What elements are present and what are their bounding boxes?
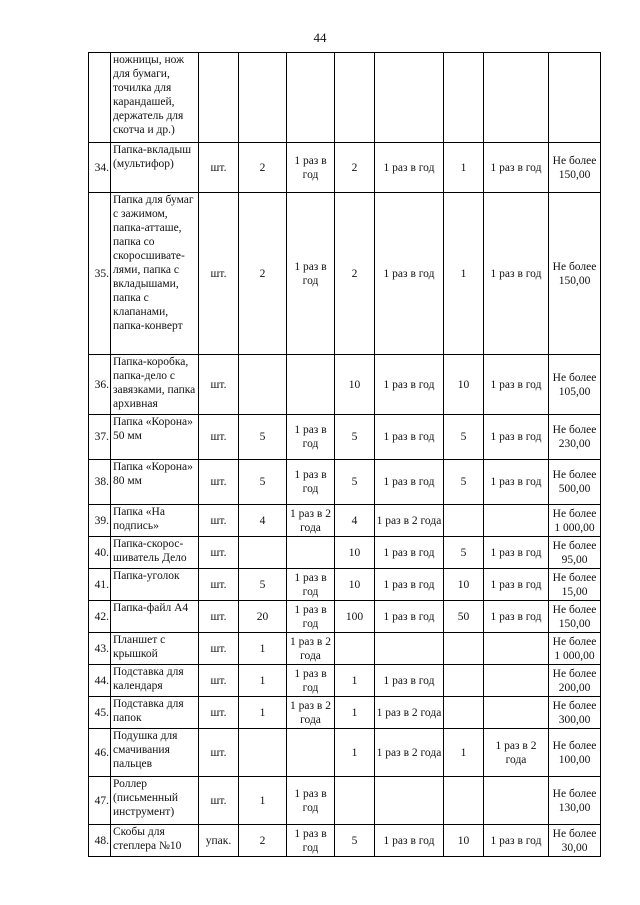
cell-name: Папка-скорос-шиватель Дело bbox=[111, 537, 199, 569]
cell-qty-2: 4 bbox=[335, 505, 375, 537]
cell-price: Не более 150,00 bbox=[549, 601, 601, 633]
cell-period-2: 1 раз в год bbox=[375, 460, 444, 505]
cell-qty-1: 4 bbox=[239, 505, 287, 537]
cell-unit: шт. bbox=[199, 415, 239, 460]
table-row bbox=[89, 193, 601, 355]
cell-qty-3: 1 bbox=[444, 729, 484, 777]
cell-no: 41. bbox=[89, 569, 111, 601]
cell-period-1: 1 раз в год bbox=[287, 569, 335, 601]
cell-price: Не более 300,00 bbox=[549, 697, 601, 729]
cell-period-3: 1 раз в 2 года bbox=[484, 729, 549, 777]
cell-price: Не более 230,00 bbox=[549, 415, 601, 460]
cell-qty-2: 10 bbox=[335, 537, 375, 569]
cell-qty-2: 5 bbox=[335, 415, 375, 460]
cell-period-1: 1 раз в год bbox=[287, 601, 335, 633]
cell-qty-1 bbox=[239, 53, 287, 143]
cell-unit: шт. bbox=[199, 537, 239, 569]
cell-period-1: 1 раз в 2 года bbox=[287, 697, 335, 729]
supplies-norms-table bbox=[88, 52, 601, 857]
cell-period-3: 1 раз в год bbox=[484, 193, 549, 355]
cell-period-2: 1 раз в год bbox=[375, 825, 444, 857]
cell-qty-3 bbox=[444, 777, 484, 825]
table-row bbox=[89, 143, 601, 193]
cell-qty-3: 5 bbox=[444, 415, 484, 460]
cell-name: Папка-коробка, папка-дело с завязками, папка архивная bbox=[111, 355, 199, 415]
cell-period-1: 1 раз в год bbox=[287, 665, 335, 697]
cell-period-1 bbox=[287, 729, 335, 777]
cell-qty-3 bbox=[444, 697, 484, 729]
cell-qty-2: 2 bbox=[335, 193, 375, 355]
cell-unit: шт. bbox=[199, 143, 239, 193]
table-row bbox=[89, 537, 601, 569]
table-row bbox=[89, 505, 601, 537]
cell-name: Папка «Корона» 50 мм bbox=[111, 415, 199, 460]
cell-no: 36. bbox=[89, 355, 111, 415]
cell-qty-3: 10 bbox=[444, 569, 484, 601]
cell-no: 37. bbox=[89, 415, 111, 460]
table-row bbox=[89, 601, 601, 633]
cell-qty-1: 1 bbox=[239, 633, 287, 665]
cell-price bbox=[549, 53, 601, 143]
cell-qty-1: 2 bbox=[239, 193, 287, 355]
cell-period-3 bbox=[484, 505, 549, 537]
cell-name: Подушка для смачивания пальцев bbox=[111, 729, 199, 777]
cell-qty-1: 5 bbox=[239, 460, 287, 505]
cell-no: 38. bbox=[89, 460, 111, 505]
page-number: 44 bbox=[313, 30, 327, 45]
cell-unit: шт. bbox=[199, 460, 239, 505]
cell-name: Папка-вкладыш (мультифор) bbox=[111, 143, 199, 193]
table-row bbox=[89, 569, 601, 601]
cell-price: Не более 100,00 bbox=[549, 729, 601, 777]
cell-name: Папка «Корона» 80 мм bbox=[111, 460, 199, 505]
cell-qty-1: 5 bbox=[239, 569, 287, 601]
cell-period-1: 1 раз в год bbox=[287, 825, 335, 857]
cell-qty-3 bbox=[444, 633, 484, 665]
cell-no: 42. bbox=[89, 601, 111, 633]
cell-price: Не более 150,00 bbox=[549, 143, 601, 193]
table-row-continuation bbox=[89, 53, 601, 143]
cell-no: 43. bbox=[89, 633, 111, 665]
cell-unit: шт. bbox=[199, 697, 239, 729]
cell-name: Подставка для папок bbox=[111, 697, 199, 729]
cell-no: 35. bbox=[89, 193, 111, 355]
cell-qty-2: 10 bbox=[335, 569, 375, 601]
cell-qty-3 bbox=[444, 665, 484, 697]
cell-unit: шт. bbox=[199, 505, 239, 537]
cell-unit: упак. bbox=[199, 825, 239, 857]
cell-period-3: 1 раз в год bbox=[484, 460, 549, 505]
cell-period-2 bbox=[375, 53, 444, 143]
table-row bbox=[89, 665, 601, 697]
cell-period-1: 1 раз в год bbox=[287, 777, 335, 825]
cell-unit: шт. bbox=[199, 355, 239, 415]
cell-period-1: 1 раз в 2 года bbox=[287, 633, 335, 665]
table-row bbox=[89, 415, 601, 460]
table-row bbox=[89, 729, 601, 777]
cell-price: Не более 1 000,00 bbox=[549, 505, 601, 537]
cell-unit: шт. bbox=[199, 729, 239, 777]
cell-name: Подставка для календаря bbox=[111, 665, 199, 697]
cell-period-2: 1 раз в год bbox=[375, 143, 444, 193]
cell-qty-3 bbox=[444, 505, 484, 537]
cell-period-3: 1 раз в год bbox=[484, 601, 549, 633]
cell-period-2: 1 раз в 2 года bbox=[375, 697, 444, 729]
table-row bbox=[89, 460, 601, 505]
cell-period-2: 1 раз в год bbox=[375, 665, 444, 697]
cell-price: Не более 130,00 bbox=[549, 777, 601, 825]
cell-period-1 bbox=[287, 355, 335, 415]
cell-period-3 bbox=[484, 697, 549, 729]
cell-period-2: 1 раз в год bbox=[375, 355, 444, 415]
cell-no: 45. bbox=[89, 697, 111, 729]
cell-qty-1 bbox=[239, 537, 287, 569]
cell-no: 40. bbox=[89, 537, 111, 569]
cell-qty-1 bbox=[239, 355, 287, 415]
table-row bbox=[89, 355, 601, 415]
cell-qty-1: 1 bbox=[239, 665, 287, 697]
cell-qty-2: 1 bbox=[335, 729, 375, 777]
cell-price: Не более 200,00 bbox=[549, 665, 601, 697]
cell-period-3: 1 раз в год bbox=[484, 355, 549, 415]
cell-period-2: 1 раз в год bbox=[375, 415, 444, 460]
cell-period-2: 1 раз в год bbox=[375, 193, 444, 355]
cell-period-3 bbox=[484, 777, 549, 825]
cell-qty-3 bbox=[444, 53, 484, 143]
cell-period-3: 1 раз в год bbox=[484, 825, 549, 857]
cell-period-1: 1 раз в год bbox=[287, 193, 335, 355]
cell-no: 47. bbox=[89, 777, 111, 825]
cell-period-3: 1 раз в год bbox=[484, 537, 549, 569]
cell-name: Папка «На подпись» bbox=[111, 505, 199, 537]
cell-qty-3: 1 bbox=[444, 193, 484, 355]
cell-no bbox=[89, 53, 111, 143]
cell-period-3: 1 раз в год bbox=[484, 569, 549, 601]
cell-qty-2: 10 bbox=[335, 355, 375, 415]
cell-no: 39. bbox=[89, 505, 111, 537]
cell-price: Не более 1 000,00 bbox=[549, 633, 601, 665]
cell-no: 48. bbox=[89, 825, 111, 857]
cell-qty-2 bbox=[335, 777, 375, 825]
cell-price: Не более 500,00 bbox=[549, 460, 601, 505]
cell-qty-3: 10 bbox=[444, 355, 484, 415]
cell-price: Не более 15,00 bbox=[549, 569, 601, 601]
cell-name: Папка для бумаг с зажимом, папка-атташе, папка со скоросшивате-лями, папка с вкладышами, папка с клапанами, папка-конверт bbox=[111, 193, 199, 355]
cell-qty-2: 2 bbox=[335, 143, 375, 193]
cell-qty-1: 1 bbox=[239, 697, 287, 729]
cell-qty-1: 20 bbox=[239, 601, 287, 633]
cell-period-1 bbox=[287, 53, 335, 143]
cell-qty-3: 5 bbox=[444, 460, 484, 505]
cell-period-3 bbox=[484, 53, 549, 143]
cell-qty-2 bbox=[335, 633, 375, 665]
cell-qty-2: 5 bbox=[335, 460, 375, 505]
table-row bbox=[89, 697, 601, 729]
cell-name: Планшет с крышкой bbox=[111, 633, 199, 665]
cell-qty-2: 100 bbox=[335, 601, 375, 633]
cell-qty-3: 50 bbox=[444, 601, 484, 633]
cell-period-1: 1 раз в 2 года bbox=[287, 505, 335, 537]
cell-name: Папка-уголок bbox=[111, 569, 199, 601]
cell-unit: шт. bbox=[199, 569, 239, 601]
cell-period-1: 1 раз в год bbox=[287, 415, 335, 460]
cell-period-2: 1 раз в 2 года bbox=[375, 505, 444, 537]
cell-qty-3: 5 bbox=[444, 537, 484, 569]
cell-no: 34. bbox=[89, 143, 111, 193]
cell-qty-1 bbox=[239, 729, 287, 777]
cell-unit: шт. bbox=[199, 633, 239, 665]
table-body bbox=[89, 53, 601, 857]
cell-period-1: 1 раз в год bbox=[287, 143, 335, 193]
cell-unit bbox=[199, 53, 239, 143]
cell-qty-3: 10 bbox=[444, 825, 484, 857]
cell-qty-3: 1 bbox=[444, 143, 484, 193]
cell-unit: шт. bbox=[199, 665, 239, 697]
cell-qty-2: 1 bbox=[335, 697, 375, 729]
cell-period-2: 1 раз в 2 года bbox=[375, 729, 444, 777]
cell-name: Папка-файл А4 bbox=[111, 601, 199, 633]
cell-qty-2: 5 bbox=[335, 825, 375, 857]
cell-price: Не более 150,00 bbox=[549, 193, 601, 355]
cell-qty-2: 1 bbox=[335, 665, 375, 697]
cell-price: Не более 30,00 bbox=[549, 825, 601, 857]
table-row bbox=[89, 825, 601, 857]
cell-name: Скобы для степлера №10 bbox=[111, 825, 199, 857]
cell-no: 46. bbox=[89, 729, 111, 777]
cell-period-2: 1 раз в год bbox=[375, 601, 444, 633]
cell-period-3: 1 раз в год bbox=[484, 143, 549, 193]
cell-unit: шт. bbox=[199, 193, 239, 355]
table-row bbox=[89, 633, 601, 665]
cell-price: Не более 95,00 bbox=[549, 537, 601, 569]
cell-period-3: 1 раз в год bbox=[484, 415, 549, 460]
cell-period-1: 1 раз в год bbox=[287, 460, 335, 505]
cell-unit: шт. bbox=[199, 777, 239, 825]
cell-qty-2 bbox=[335, 53, 375, 143]
cell-qty-1: 2 bbox=[239, 143, 287, 193]
cell-qty-1: 5 bbox=[239, 415, 287, 460]
cell-name: ножницы, нож для бумаги, точилка для карандашей, держатель для скотча и др.) bbox=[111, 53, 199, 143]
cell-price: Не более 105,00 bbox=[549, 355, 601, 415]
table-row bbox=[89, 777, 601, 825]
cell-period-2: 1 раз в год bbox=[375, 569, 444, 601]
cell-qty-1: 2 bbox=[239, 825, 287, 857]
cell-period-2 bbox=[375, 633, 444, 665]
cell-name: Роллер (письменный инструмент) bbox=[111, 777, 199, 825]
cell-period-3 bbox=[484, 633, 549, 665]
cell-period-1 bbox=[287, 537, 335, 569]
cell-period-2 bbox=[375, 777, 444, 825]
cell-qty-1: 1 bbox=[239, 777, 287, 825]
cell-no: 44. bbox=[89, 665, 111, 697]
cell-period-2: 1 раз в год bbox=[375, 537, 444, 569]
cell-unit: шт. bbox=[199, 601, 239, 633]
cell-period-3 bbox=[484, 665, 549, 697]
